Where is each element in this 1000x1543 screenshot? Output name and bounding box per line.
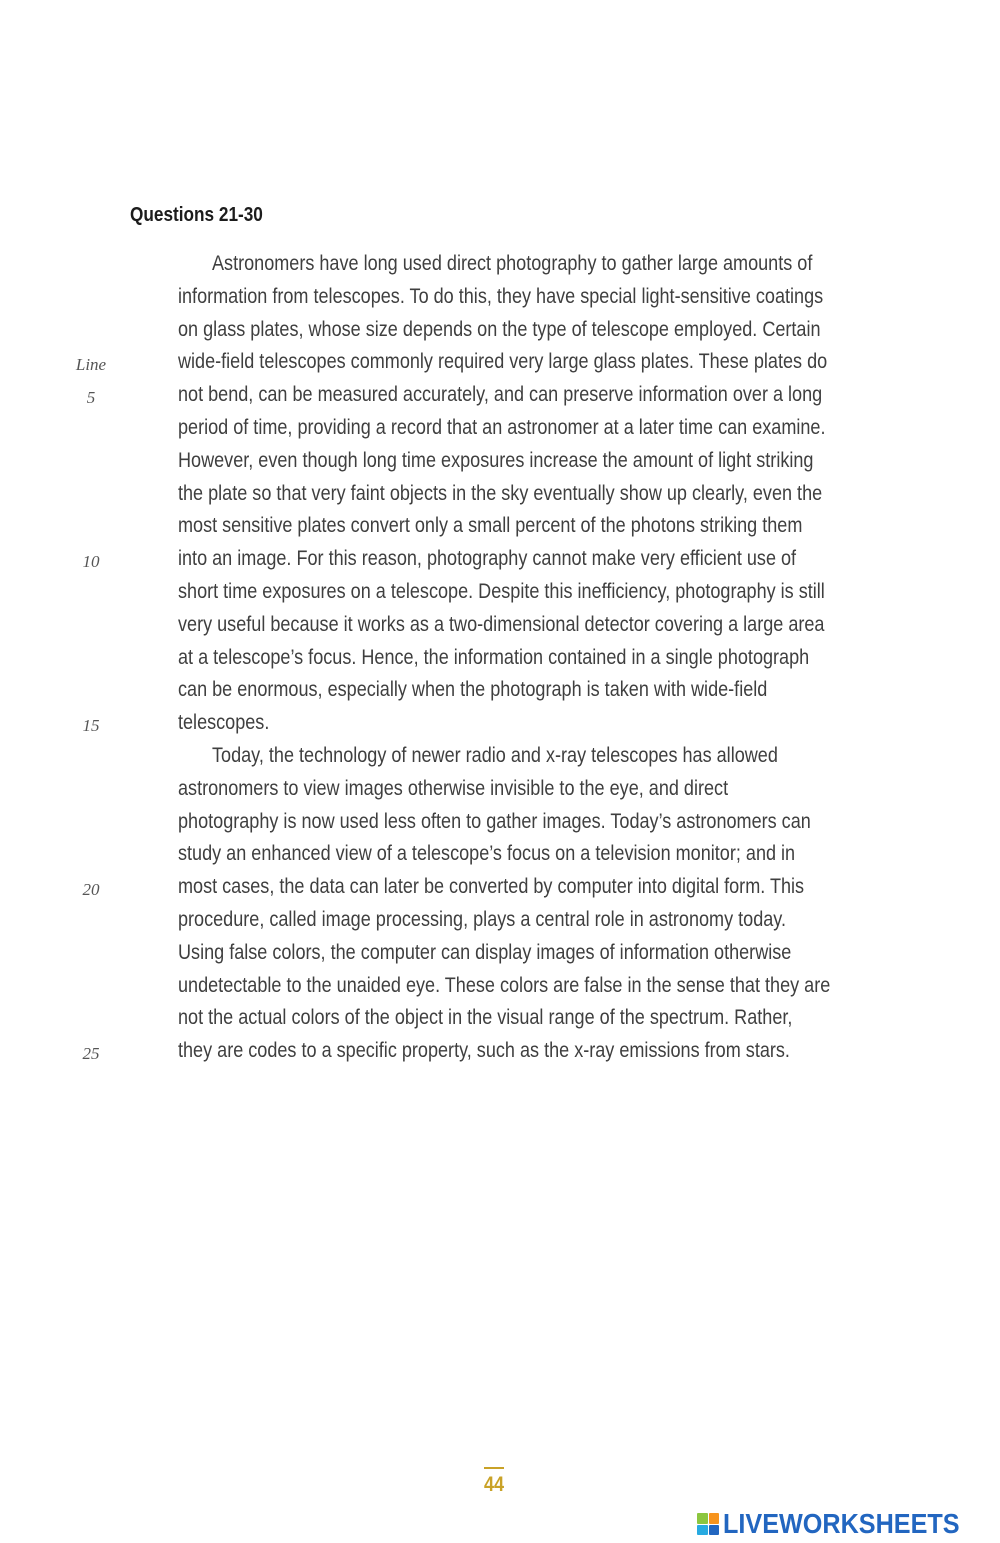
passage-line [0, 808, 1000, 841]
line-text: most sensitive plates convert only a small percent of the photons striking them [178, 514, 803, 538]
line-text: information from telescopes. To do this, they have special light-sensitive coatings [178, 284, 824, 308]
passage-line [0, 283, 1000, 316]
passage-line [0, 414, 1000, 447]
line-text: undetectable to the unaided eye. These colors are false in the sense that they are [178, 973, 831, 997]
line-text: the plate so that very faint objects in the sky eventually show up clearly, even the [178, 481, 823, 505]
passage-line [0, 775, 1000, 808]
line-text: photography is now used less often to gather images. Today’s astronomers can [178, 809, 811, 833]
passage-line [0, 972, 1000, 1005]
line-text: However, even though long time exposures increase the amount of light striking [178, 448, 814, 472]
passage-line [0, 906, 1000, 939]
line-text: not the actual colors of the object in the visual range of the spectrum. Rather, [178, 1006, 793, 1030]
line-text: very useful because it works as a two-dimensional detector covering a large area [178, 612, 825, 636]
line-text: not bend, can be measured accurately, and can preserve information over a long [178, 383, 823, 407]
passage-line [0, 316, 1000, 349]
page-number: 44 [483, 1473, 505, 1496]
passage-line [0, 348, 1000, 381]
line-number: 25 [82, 1044, 100, 1064]
line-text: study an enhanced view of a telescope’s focus on a television monitor; and in [178, 842, 796, 866]
logo-square-green [697, 1513, 708, 1524]
passage-line [0, 545, 1000, 578]
line-text: short time exposures on a telescope. Despite this inefficiency, photography is still [178, 579, 825, 603]
passage-line [0, 840, 1000, 873]
line-text: astronomers to view images otherwise invisible to the eye, and direct [178, 776, 729, 800]
line-number: 5 [86, 388, 96, 408]
line-number: 20 [82, 880, 100, 900]
passage-line [0, 447, 1000, 480]
passage-line [0, 1037, 1000, 1070]
passage-line [0, 250, 1000, 283]
liveworksheets-logo-icon [697, 1513, 719, 1535]
passage-line [0, 1004, 1000, 1037]
logo-square-orange [709, 1513, 720, 1524]
logo-square-blue [709, 1525, 720, 1536]
passage-line [0, 512, 1000, 545]
line-text: can be enormous, especially when the photograph is taken with wide-field [178, 678, 768, 702]
passage-line [0, 709, 1000, 742]
line-text: telescopes. [178, 711, 270, 735]
line-text: wide-field telescopes commonly required very large glass plates. These plates do [178, 350, 828, 374]
passage-line [0, 611, 1000, 644]
passage-line [0, 381, 1000, 414]
line-number: Line [75, 355, 107, 375]
passage-line [0, 676, 1000, 709]
passage-line [0, 742, 1000, 775]
line-number: 10 [82, 552, 100, 572]
line-text: period of time, providing a record that an astronomer at a later time can examine. [178, 415, 826, 439]
line-text: Today, the technology of newer radio and x-ray telescopes has allowed [212, 743, 778, 767]
brand-name: LIVEWORKSHEETS [723, 1508, 960, 1539]
passage-line [0, 873, 1000, 906]
passage-line [0, 578, 1000, 611]
logo-square-cyan [697, 1525, 708, 1536]
page-number-rule [484, 1467, 504, 1469]
liveworksheets-brand[interactable] [697, 1509, 986, 1539]
line-text: Astronomers have long used direct photography to gather large amounts of [212, 252, 813, 275]
line-text: into an image. For this reason, photography cannot make very efficient use of [178, 547, 797, 571]
line-text: procedure, called image processing, plays a central role in astronomy today. [178, 907, 787, 931]
reading-passage [0, 250, 1000, 1070]
passage-line [0, 644, 1000, 677]
line-number: 15 [82, 716, 100, 736]
passage-line [0, 480, 1000, 513]
line-text: on glass plates, whose size depends on the type of telescope employed. Certain [178, 317, 821, 341]
line-text: they are codes to a specific property, such as the x-ray emissions from stars. [178, 1039, 790, 1063]
questions-heading: Questions 21-30 [130, 204, 263, 226]
line-text: at a telescope’s focus. Hence, the information contained in a single photograph [178, 645, 810, 669]
passage-line [0, 939, 1000, 972]
line-text: most cases, the data can later be converted by computer into digital form. This [178, 875, 805, 899]
line-text: Using false colors, the computer can display images of information otherwise [178, 940, 792, 964]
